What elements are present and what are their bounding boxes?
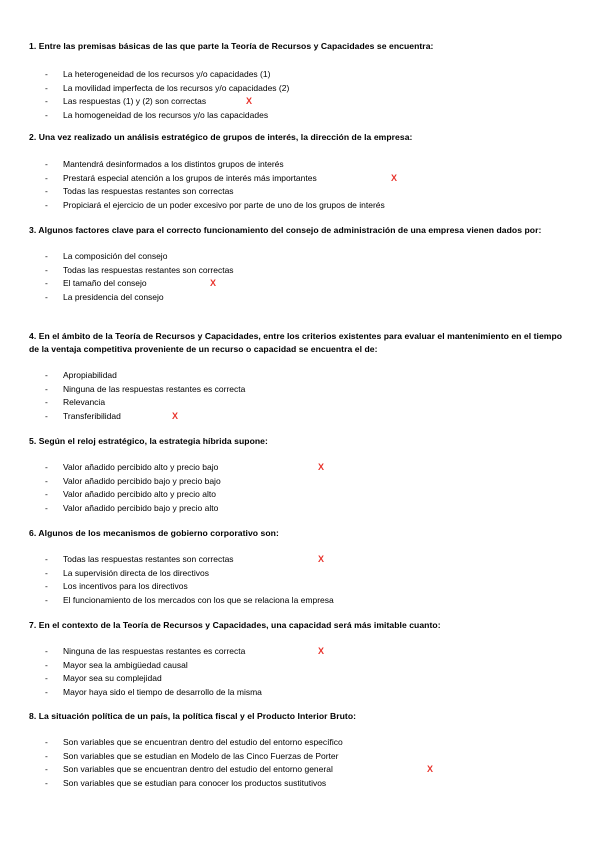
question-6 xyxy=(29,527,574,607)
answer-text: Ninguna de las respuestas restantes es correcta xyxy=(63,383,246,394)
answer-text: Las respuestas (1) y (2) son correctas xyxy=(63,96,207,106)
bullet-dash: - xyxy=(45,172,48,183)
answer-text: La heterogeneidad de los recursos y/o capacidades (1) xyxy=(63,69,271,79)
answer-list xyxy=(29,645,574,699)
answer-text: La supervisión directa de los directivos xyxy=(63,567,209,578)
answer-option[interactable] xyxy=(29,672,574,686)
answer-list xyxy=(29,158,574,212)
question-2 xyxy=(29,131,574,212)
answer-option[interactable] xyxy=(29,750,574,764)
bullet-dash: - xyxy=(45,397,48,407)
wrong-answer-mark-icon: X xyxy=(391,172,398,183)
answer-option[interactable] xyxy=(29,763,574,777)
answer-option[interactable] xyxy=(29,736,574,750)
question-title: 1. Entre las premisas básicas de las que parte la Teoría de Recursos y Capacidades se encuentra: xyxy=(29,41,434,51)
answer-option[interactable] xyxy=(29,199,574,213)
answer-text: Mayor haya sido el tiempo de desarrollo de la misma xyxy=(63,686,262,697)
answer-option[interactable] xyxy=(29,82,574,96)
answer-option[interactable] xyxy=(29,580,574,594)
answer-text: Mayor sea la ambigüedad causal xyxy=(63,659,188,670)
bullet-dash: - xyxy=(45,646,48,656)
answer-text: Mayor sea su complejidad xyxy=(63,673,162,683)
answer-text: Ninguna de las respuestas restantes es correcta xyxy=(63,646,246,656)
question-3 xyxy=(29,224,574,304)
answer-text: La composición del consejo xyxy=(63,251,168,261)
answer-option[interactable] xyxy=(29,502,574,516)
wrong-answer-mark-icon: X xyxy=(246,96,253,106)
answer-option[interactable] xyxy=(29,185,574,199)
answer-option[interactable] xyxy=(29,686,574,700)
answer-option[interactable] xyxy=(29,172,574,186)
question-1 xyxy=(29,40,574,122)
bullet-dash: - xyxy=(45,278,48,288)
wrong-answer-mark-icon: X xyxy=(210,278,217,288)
question-title: 8. La situación política de un país, la política fiscal y el Producto Interior Bruto: xyxy=(29,711,357,721)
answer-list xyxy=(29,736,574,790)
answer-option[interactable] xyxy=(29,553,574,567)
bullet-dash: - xyxy=(45,554,48,564)
question-title: 7. En el contexto de la Teoría de Recursos y Capacidades, una capacidad será más imitable cuanto: xyxy=(29,620,441,630)
bullet-dash: - xyxy=(45,96,48,106)
answer-option[interactable] xyxy=(29,410,574,424)
answer-text: La presidencia del consejo xyxy=(63,291,164,302)
answer-option[interactable] xyxy=(29,396,574,410)
bullet-dash: - xyxy=(45,186,48,196)
question-title: 5. Según el reloj estratégico, la estrategia híbrida supone: xyxy=(29,436,268,446)
question-title: 3. Algunos factores clave para el correcto funcionamiento del consejo de administración de una empresa vienen dados por: xyxy=(29,225,542,235)
bullet-dash: - xyxy=(45,199,48,210)
answer-option[interactable] xyxy=(29,68,574,82)
answer-option[interactable] xyxy=(29,95,574,109)
bullet-dash: - xyxy=(45,475,48,486)
answer-option[interactable] xyxy=(29,461,574,475)
bullet-dash: - xyxy=(45,567,48,578)
answer-text: Propiciará el ejercicio de un poder excesivo por parte de uno de los grupos de interés xyxy=(63,199,385,210)
answer-text: Son variables que se estudian en Modelo de las Cinco Fuerzas de Porter xyxy=(63,750,339,761)
answer-text: Valor añadido percibido bajo y precio bajo xyxy=(63,475,221,486)
answer-text: Transferibilidad xyxy=(63,410,121,421)
bullet-dash: - xyxy=(45,109,48,120)
answer-text: Son variables que se encuentran dentro del estudio del entorno general xyxy=(63,764,333,774)
answer-option[interactable] xyxy=(29,567,574,581)
bullet-dash: - xyxy=(45,370,48,380)
answer-option[interactable] xyxy=(29,475,574,489)
question-title: 4. En el ámbito de la Teoría de Recursos y Capacidades, entre los criterios existentes para evaluar el mantenimiento en el tiempo de la ventaja competitiva proveniente de un recurso o capacidad se encuentra el de: xyxy=(29,331,563,354)
answer-text: Valor añadido percibido alto y precio bajo xyxy=(63,462,219,472)
answer-option[interactable] xyxy=(29,264,574,278)
answer-text: Todas las respuestas restantes son correctas xyxy=(63,186,234,196)
bullet-dash: - xyxy=(45,673,48,683)
bullet-dash: - xyxy=(45,502,48,513)
answer-option[interactable] xyxy=(29,158,574,172)
wrong-answer-mark-icon: X xyxy=(318,462,325,472)
question-title: 2. Una vez realizado un análisis estratégico de grupos de interés, la dirección de la empresa: xyxy=(29,132,413,142)
bullet-dash: - xyxy=(45,659,48,670)
bullet-dash: - xyxy=(45,777,48,788)
answer-text: Los incentivos para los directivos xyxy=(63,581,188,591)
answer-text: Son variables que se encuentran dentro del estudio del entorno específico xyxy=(63,737,343,747)
answer-option[interactable] xyxy=(29,594,574,608)
bullet-dash: - xyxy=(45,462,48,472)
question-8 xyxy=(29,710,574,790)
answer-option[interactable] xyxy=(29,109,574,123)
answer-option[interactable] xyxy=(29,250,574,264)
bullet-dash: - xyxy=(45,82,48,93)
answer-list xyxy=(29,553,574,607)
question-4 xyxy=(29,330,574,423)
question-7 xyxy=(29,619,574,699)
answer-text: Relevancia xyxy=(63,397,106,407)
wrong-answer-mark-icon: X xyxy=(172,410,179,421)
answer-list xyxy=(29,68,574,122)
answer-option[interactable] xyxy=(29,369,574,383)
answer-text: La homogeneidad de los recursos y/o las capacidades xyxy=(63,109,269,120)
bullet-dash: - xyxy=(45,159,48,169)
answer-text: Son variables que se estudian para conocer los productos sustitutivos xyxy=(63,777,327,788)
answer-text: Apropiabilidad xyxy=(63,370,117,380)
wrong-answer-mark-icon: X xyxy=(318,646,325,656)
answer-option[interactable] xyxy=(29,645,574,659)
answer-list xyxy=(29,369,574,423)
bullet-dash: - xyxy=(45,69,48,79)
answer-option[interactable] xyxy=(29,291,574,305)
answer-option[interactable] xyxy=(29,659,574,673)
answer-option[interactable] xyxy=(29,383,574,397)
answer-text: Todas las respuestas restantes son correctas xyxy=(63,554,234,564)
answer-option[interactable] xyxy=(29,277,574,291)
answer-text: Mantendrá desinformados a los distintos grupos de interés xyxy=(63,159,284,169)
answer-text: Todas las respuestas restantes son correctas xyxy=(63,264,234,275)
bullet-dash: - xyxy=(45,291,48,302)
answer-text: La movilidad imperfecta de los recursos y/o capacidades (2) xyxy=(63,82,290,93)
bullet-dash: - xyxy=(45,251,48,261)
bullet-dash: - xyxy=(45,594,48,605)
answer-option[interactable] xyxy=(29,777,574,791)
answer-text: Prestará especial atención a los grupos de interés más importantes xyxy=(63,172,317,183)
answer-list xyxy=(29,250,574,304)
wrong-answer-mark-icon: X xyxy=(427,764,434,774)
bullet-dash: - xyxy=(45,737,48,747)
bullet-dash: - xyxy=(45,764,48,774)
answer-option[interactable] xyxy=(29,488,574,502)
bullet-dash: - xyxy=(45,264,48,275)
question-5 xyxy=(29,435,574,515)
answer-text: El tamaño del consejo xyxy=(63,278,147,288)
bullet-dash: - xyxy=(45,750,48,761)
bullet-dash: - xyxy=(45,410,48,421)
answer-list xyxy=(29,461,574,515)
answer-text: El funcionamiento de los mercados con los que se relaciona la empresa xyxy=(63,594,334,605)
bullet-dash: - xyxy=(45,686,48,697)
question-title: 6. Algunos de los mecanismos de gobierno corporativo son: xyxy=(29,528,279,538)
answer-text: Valor añadido percibido alto y precio alto xyxy=(63,489,216,499)
bullet-dash: - xyxy=(45,581,48,591)
answer-text: Valor añadido percibido bajo y precio alto xyxy=(63,502,219,513)
wrong-answer-mark-icon: X xyxy=(318,554,325,564)
bullet-dash: - xyxy=(45,383,48,394)
bullet-dash: - xyxy=(45,489,48,499)
